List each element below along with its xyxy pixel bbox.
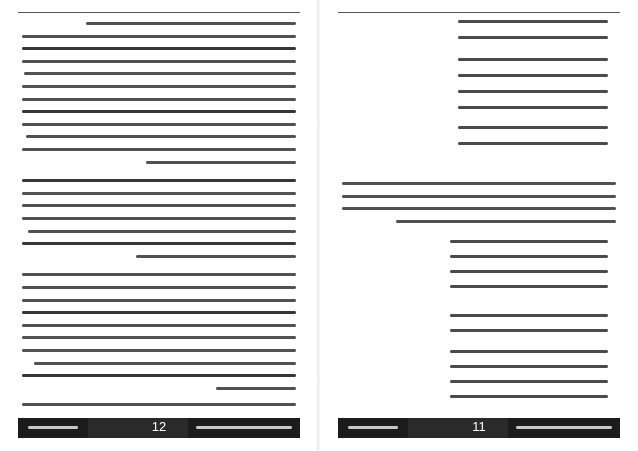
text-line (22, 123, 296, 126)
verse-line (458, 36, 608, 39)
footer-author-mark (348, 426, 398, 429)
text-line (22, 349, 296, 352)
text-line (396, 220, 616, 223)
verse-line (458, 106, 608, 109)
text-line (22, 85, 296, 88)
text-line (22, 110, 296, 113)
verse-line (450, 270, 608, 273)
verse-line (458, 74, 608, 77)
text-line (22, 299, 296, 302)
verse-line (450, 329, 608, 332)
text-line (22, 60, 296, 63)
text-line (22, 179, 296, 182)
verse-line (458, 90, 608, 93)
top-rule (18, 12, 300, 13)
top-rule (338, 12, 620, 13)
text-line (22, 242, 296, 245)
text-line (342, 207, 616, 210)
text-line (26, 135, 296, 138)
text-line (86, 22, 296, 25)
text-line (22, 47, 296, 50)
text-line (22, 35, 296, 38)
verse-line (450, 314, 608, 317)
text-line (22, 324, 296, 327)
verse-line (450, 380, 608, 383)
verse-line (450, 240, 608, 243)
verse-line (450, 395, 608, 398)
verse-line (450, 285, 608, 288)
text-line (24, 72, 296, 75)
text-line (22, 148, 296, 151)
text-line (22, 217, 296, 220)
text-line (136, 255, 296, 258)
page-footer (18, 418, 300, 438)
text-line (146, 161, 296, 164)
page-number: 11 (472, 419, 486, 434)
page-right (320, 0, 638, 451)
verse-line (450, 255, 608, 258)
page-left (0, 0, 318, 451)
text-line (22, 98, 296, 101)
text-line (342, 182, 616, 185)
verse-line (458, 126, 608, 129)
text-line (22, 374, 296, 377)
text-line (28, 230, 296, 233)
verse-line (458, 58, 608, 61)
text-line (22, 273, 296, 276)
text-line (22, 192, 296, 195)
text-line (22, 311, 296, 314)
footer-title-mark (196, 426, 292, 429)
text-line (342, 195, 616, 198)
footer-author-mark (28, 426, 78, 429)
verse-line (458, 20, 608, 23)
verse-line (450, 365, 608, 368)
text-line (216, 387, 296, 390)
text-line (22, 403, 296, 406)
footer-title-mark (516, 426, 612, 429)
verse-line (450, 350, 608, 353)
page-number: 12 (151, 419, 167, 434)
verse-line (458, 142, 608, 145)
text-line (22, 204, 296, 207)
text-line (22, 336, 296, 339)
text-line (34, 362, 296, 365)
page-footer (338, 418, 620, 438)
text-line (22, 286, 296, 289)
